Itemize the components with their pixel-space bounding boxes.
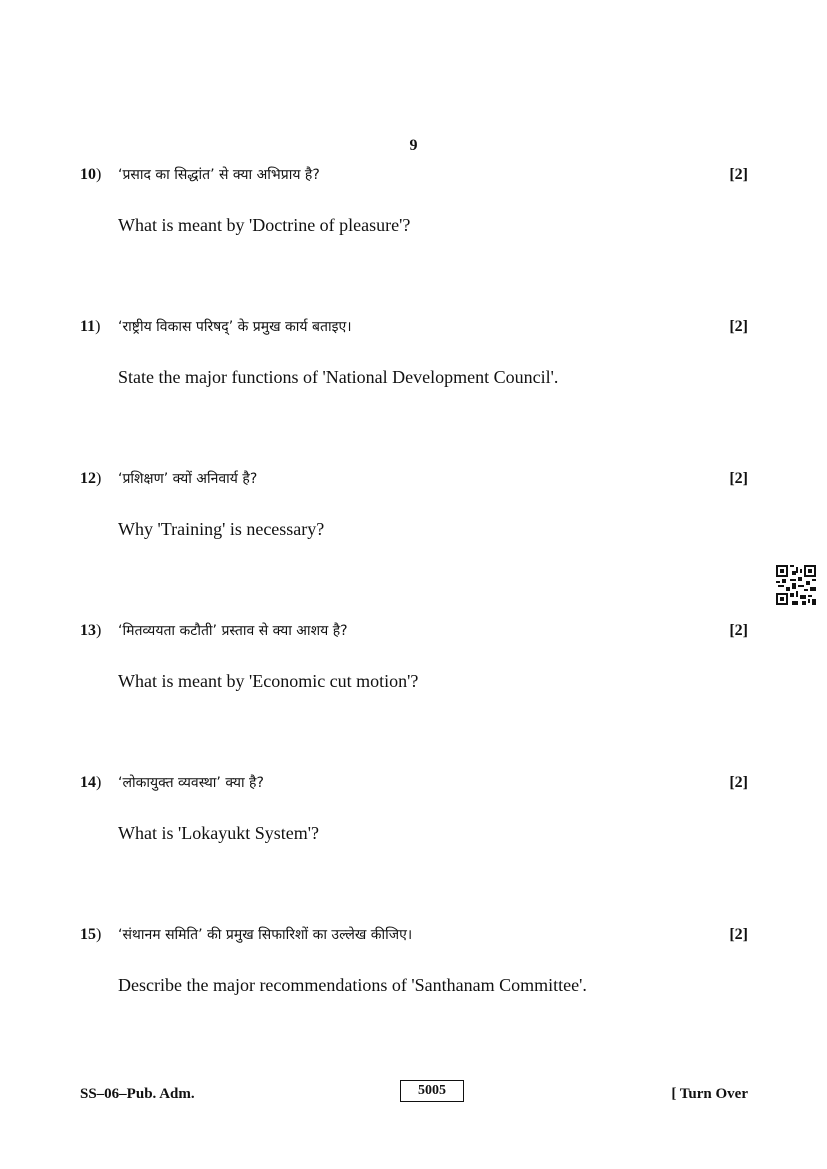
question-hindi-text: ‘संथानम समिति’ की प्रमुख सिफारिशों का उल्लेख कीजिए। (118, 927, 413, 943)
question-marks: [2] (729, 470, 748, 487)
question-number: 15) (80, 926, 102, 943)
question-english-text: What is meant by 'Economic cut motion'? (118, 671, 419, 691)
question-english-text: Describe the major recommendations of 'Santhanam Committee'. (118, 975, 587, 995)
question-15 (80, 923, 748, 995)
question-14 (80, 771, 748, 843)
turn-over-label: [ Turn Over (671, 1086, 748, 1102)
question-number: 10) (80, 166, 102, 183)
paper-number-box: 5005 (400, 1080, 464, 1102)
question-english-text: Why 'Training' is necessary? (118, 519, 325, 539)
question-13 (80, 619, 748, 691)
question-number: 12) (80, 470, 102, 487)
question-marks: [2] (729, 318, 748, 335)
question-english-text: What is meant by 'Doctrine of pleasure'? (118, 215, 411, 235)
page-number: 9 (409, 137, 418, 154)
question-english-text: What is 'Lokayukt System'? (118, 823, 319, 843)
question-11 (80, 315, 748, 387)
page-footer (80, 1080, 748, 1120)
question-marks: [2] (729, 774, 748, 791)
question-number: 14) (80, 774, 102, 791)
question-number: 11) (80, 318, 101, 335)
question-hindi-text: ‘मितव्ययता कटौती’ प्रस्ताव से क्या आशय है? (118, 623, 348, 639)
question-12 (80, 467, 748, 539)
question-hindi-text: ‘प्रसाद का सिद्धांत’ से क्या अभिप्राय है? (118, 167, 320, 183)
question-hindi-text: ‘लोकायुक्त व्यवस्था’ क्या है? (118, 775, 264, 791)
subject-code: SS–06–Pub. Adm. (80, 1086, 195, 1102)
question-number: 13) (80, 622, 102, 639)
question-english-text: State the major functions of 'National Development Council'. (118, 367, 559, 387)
question-marks: [2] (729, 926, 748, 943)
question-10 (80, 163, 748, 235)
question-hindi-text: ‘राष्ट्रीय विकास परिषद्’ के प्रमुख कार्य बताइए। (118, 319, 352, 335)
qr-code-icon (776, 565, 816, 605)
question-marks: [2] (729, 166, 748, 183)
question-marks: [2] (729, 622, 748, 639)
question-hindi-text: ‘प्रशिक्षण’ क्यों अनिवार्य है? (118, 471, 258, 487)
